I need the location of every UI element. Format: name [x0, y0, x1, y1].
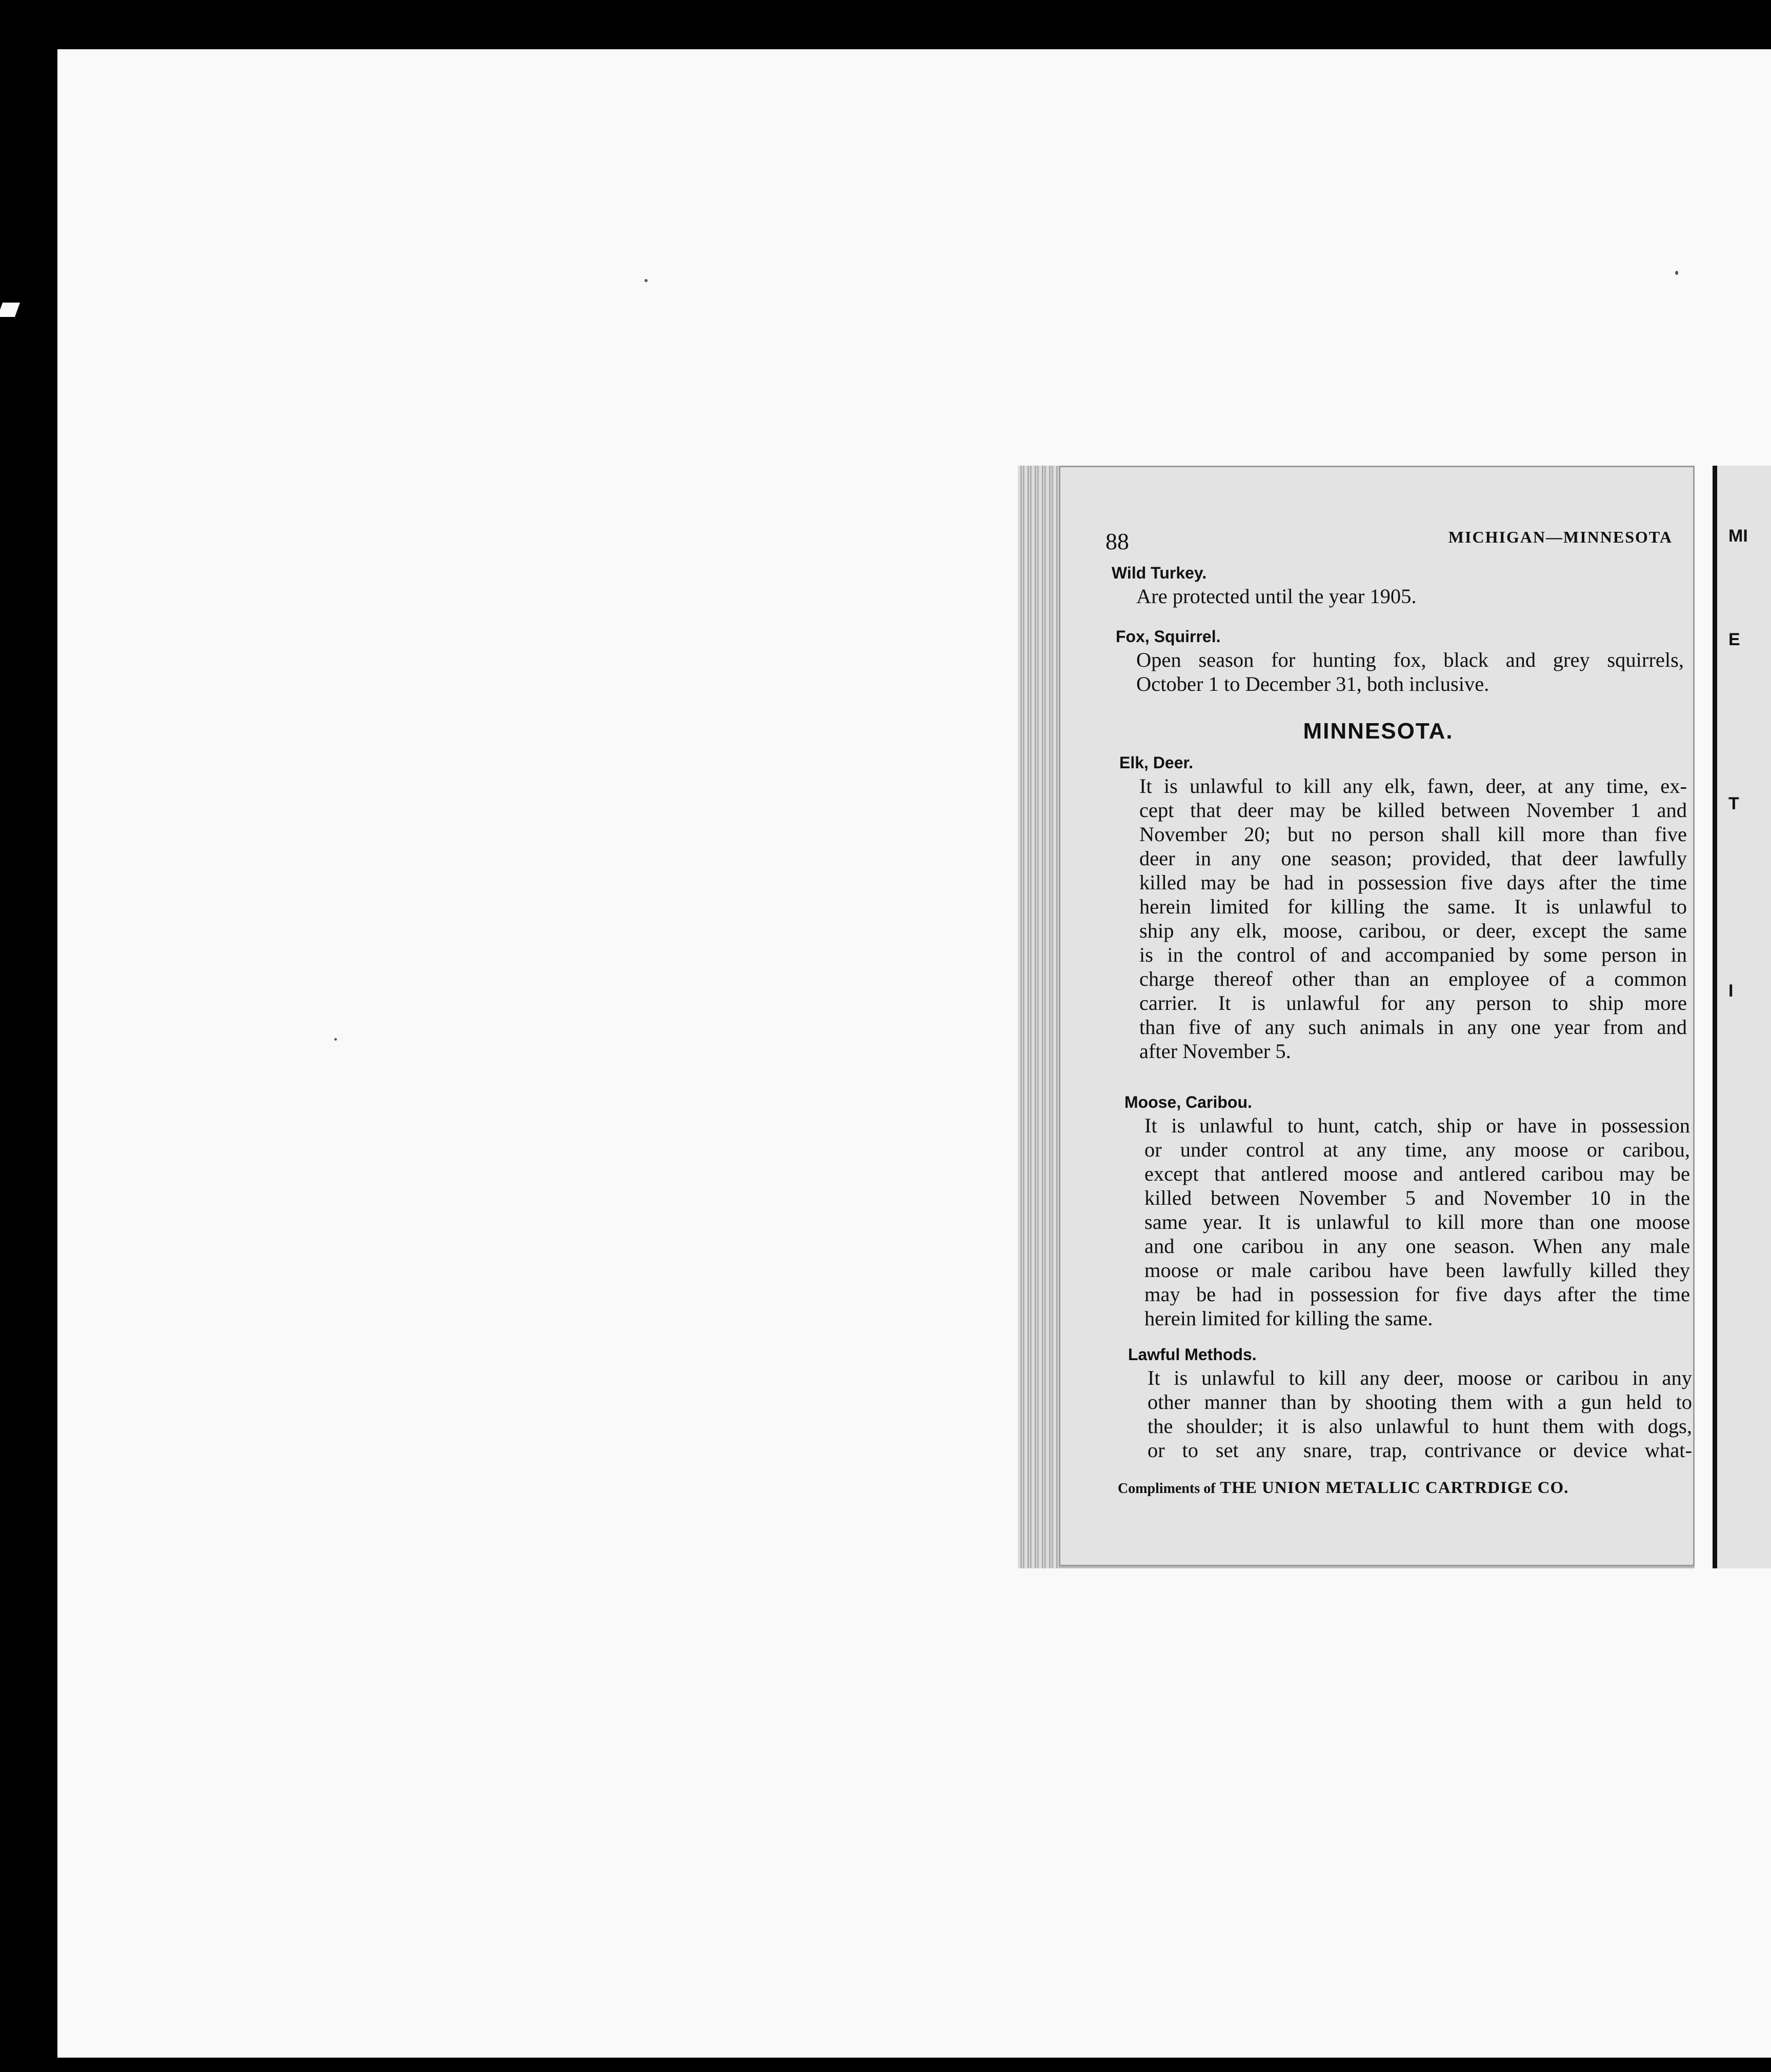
section-heading: Lawful Methods.: [1128, 1345, 1257, 1364]
footer-prefix: Compliments of: [1118, 1481, 1216, 1497]
section-paragraph: It is unlawful to hunt, catch, ship or have in possession or under control at any time, any moose or caribou, except that antlered moose and antlered caribou may be killed between November 5 and November 10 in the same year. It is unlawful to kill more than one moose and one caribou in any one season. When any male moose or male caribou have been lawfully killed they may be had in possession for five days after the time herein limited for killing the same.: [1144, 1114, 1690, 1330]
open-book: [1018, 466, 1771, 1568]
dust-speck: [645, 279, 648, 282]
section-heading: Wild Turkey.: [1112, 564, 1207, 582]
dust-speck: [1675, 271, 1678, 275]
right-page-fragment: MI: [1728, 526, 1748, 546]
section-paragraph: It is unlawful to kill any deer, moose or caribou in any other manner than by shooting them with a gun held to the shoulder; it is also unlawful to hunt them with dogs, or to set any snare, trap, contrivance or device what-: [1148, 1366, 1692, 1462]
right-page-fragment: T: [1728, 794, 1739, 813]
running-head: MICHIGAN—MINNESOTA: [1448, 528, 1673, 546]
state-title: MINNESOTA.: [1303, 719, 1454, 744]
section-heading: Moose, Caribou.: [1124, 1093, 1252, 1111]
section-heading: Fox, Squirrel.: [1116, 627, 1221, 646]
right-page-fragment: I: [1728, 981, 1734, 1001]
footer-company: THE UNION METALLIC CARTRDIGE CO.: [1220, 1479, 1569, 1497]
page-footer: [1118, 1479, 1568, 1498]
film-edge-nick: [0, 303, 20, 317]
left-page: [1059, 466, 1695, 1566]
section-paragraph: Open season for hunting fox, black and grey squirrels, October 1 to December 31, both inclusive.: [1136, 648, 1684, 695]
right-page-edge: [1713, 466, 1771, 1568]
dust-speck: [334, 1038, 337, 1041]
section-heading: Elk, Deer.: [1119, 753, 1194, 772]
section-paragraph: Are protected until the year 1905.: [1136, 585, 1417, 608]
page-edges: [1018, 466, 1064, 1568]
section-paragraph: It is unlawful to kill any elk, fawn, deer, at any time, ex- cept that deer may be killed between November 1 and November 20; but no person shall kill more than five deer in any one season; provided, that deer lawfully killed may be had in possession five days after the time herein limited for killing the same. It is unlawful to ship any elk, moose, caribou, or deer, except the same is in the control of and accompanied by some person in charge thereof other than an employee of a common carrier. It is unlawful for any person to ship more than five of any such animals in any one year from and after November 5.: [1139, 774, 1687, 1063]
page-number: 88: [1105, 528, 1129, 554]
right-page-fragment: E: [1728, 630, 1740, 649]
